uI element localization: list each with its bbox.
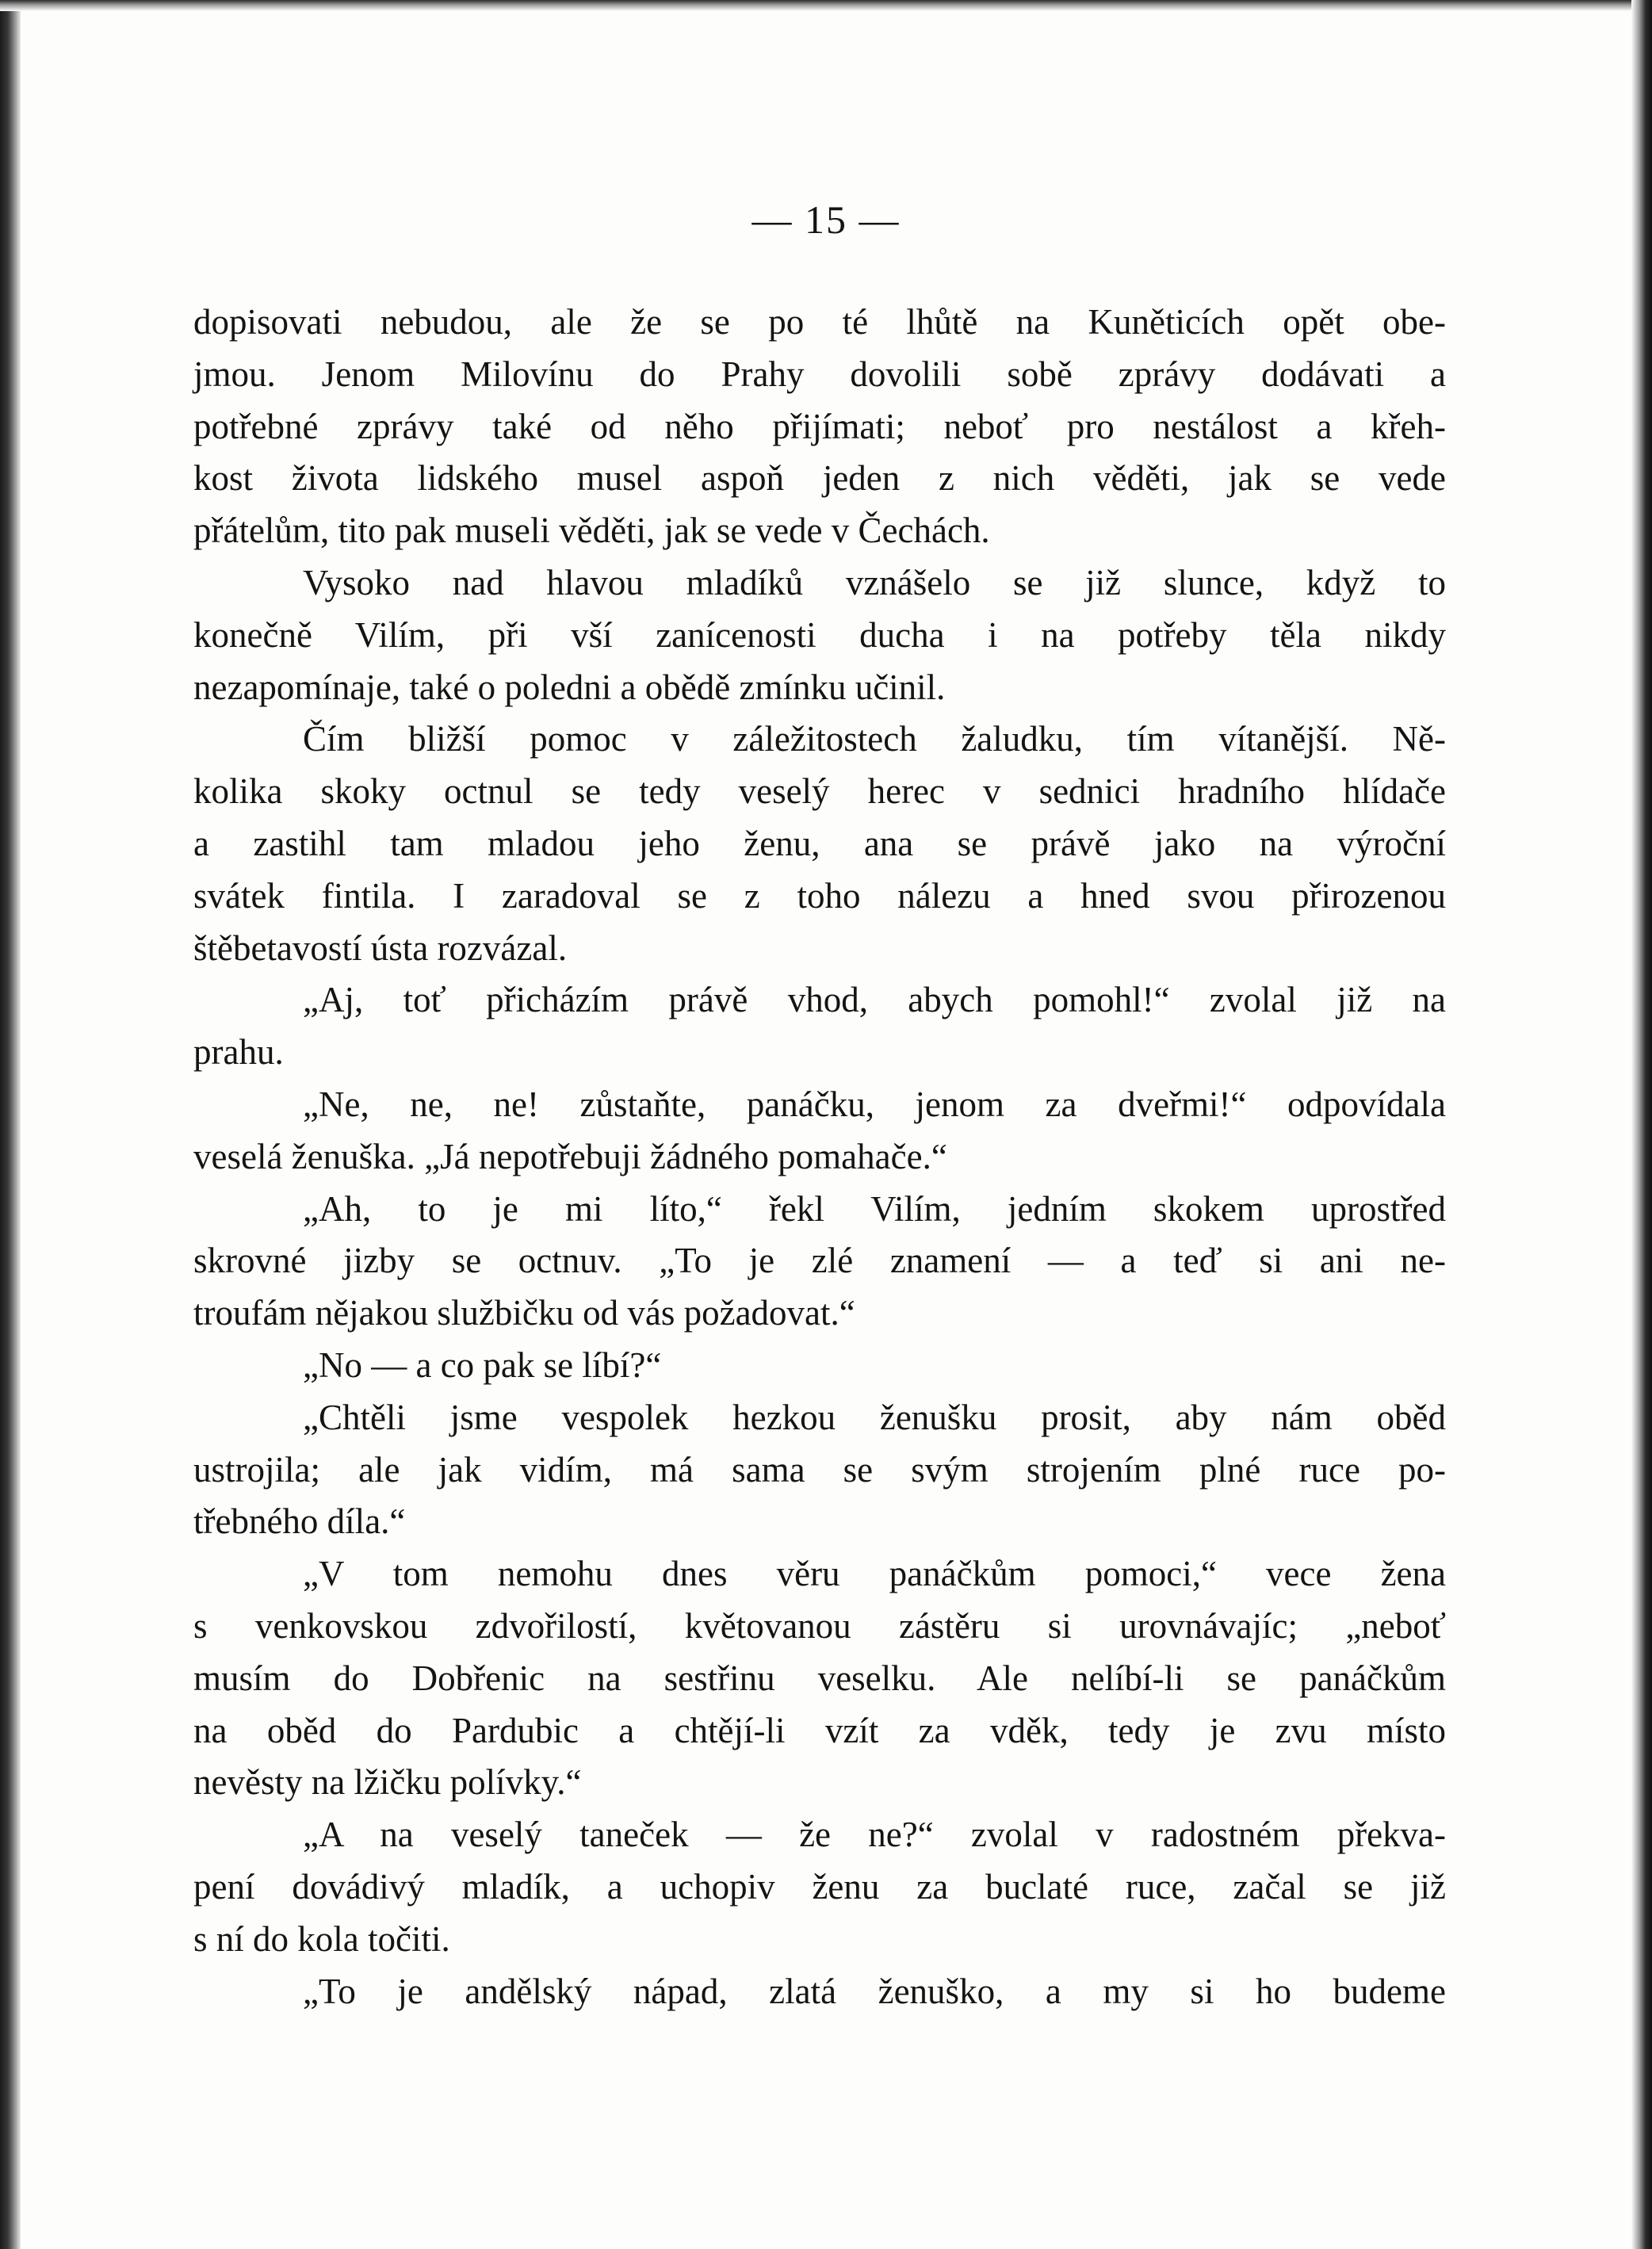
text-line: potřebné zprávy také od něho přijímati; neboť pro nestálost a křeh-: [193, 406, 1446, 446]
text-line: a zastihl tam mladou jeho ženu, ana se právě jako na výroční: [193, 823, 1446, 863]
text-line: veselá ženuška. „Já nepotřebuji žádného pomahače.“: [193, 1136, 947, 1176]
text-line: konečně Vilím, při vší zanícenosti ducha i na potřeby těla nikdy: [193, 614, 1446, 655]
text-line: štěbetavostí ústa rozvázal.: [193, 928, 568, 968]
text-line: svátek fintila. I zaradoval se z toho nálezu a hned svou přirozenou: [193, 875, 1446, 916]
text-line: „Aj, toť přicházím právě vhod, abych pomohl!“ zvolal již na: [303, 980, 1446, 1020]
page-number: — 15 —: [751, 197, 901, 242]
text-line: kolika skoky octnul se tedy veselý herec v sednici hradního hlídače: [193, 771, 1446, 812]
text-line: s ní do kola točiti.: [193, 1918, 450, 1959]
text-line: nevěsty na lžičku polívky.“: [193, 1762, 582, 1803]
page-binding-shadow: [0, 0, 21, 2249]
text-line: „Ne, ne, ne! zůstaňte, panáčku, jenom za dveřmi!“ odpovídala: [303, 1084, 1446, 1124]
text-line: dopisovati nebudou, ale že se po té lhůtě na Kuněticích opět obe-: [193, 302, 1446, 342]
text-line: „Ah, to je mi líto,“ řekl Vilím, jedním skokem uprostřed: [303, 1188, 1446, 1229]
text-line: „V tom nemohu dnes věru panáčkům pomoci,“ vece žena: [303, 1554, 1446, 1594]
text-line: Vysoko nad hlavou mladíků vznášelo se již slunce, když to: [303, 562, 1446, 602]
text-line: nezapomínaje, také o poledni a obědě zmínku učinil.: [193, 667, 946, 707]
text-line: pení dovádivý mladík, a uchopiv ženu za buclaté ruce, začal se již: [193, 1866, 1446, 1907]
text-line: „Chtěli jsme vespolek hezkou ženušku prosit, aby nám oběd: [303, 1397, 1446, 1437]
text-line: prahu.: [193, 1032, 284, 1073]
text-line: „No — a co pak se líbí?“: [303, 1344, 662, 1385]
text-line: „To je andělský nápad, zlatá ženuško, a my si ho budeme: [303, 1971, 1446, 2011]
text-line: musím do Dobřenic na sestřinu veselku. Ale nelíbí-li se panáčkům: [193, 1658, 1446, 1698]
text-line: třebného díla.“: [193, 1501, 406, 1542]
text-line: na oběd do Pardubic a chtějí-li vzít za vděk, tedy je zvu místo: [193, 1710, 1446, 1750]
page-top-edge: [0, 0, 1652, 11]
body-text: [193, 296, 1446, 2018]
text-line: ustrojila; ale jak vidím, má sama se svým strojením plné ruce po-: [193, 1449, 1446, 1490]
text-line: skrovné jizby se octnuv. „To je zlé znamení — a teď si ani ne-: [193, 1241, 1446, 1281]
text-line: Čím bližší pomoc v záležitostech žaludku, tím vítanější. Ně-: [303, 719, 1446, 759]
text-line: přátelům, tito pak museli věděti, jak se vede v Čechách.: [193, 511, 990, 551]
page-right-edge: [1631, 0, 1652, 2249]
text-line: kost života lidského musel aspoň jeden z nich věděti, jak se vede: [193, 458, 1446, 499]
text-line: jmou. Jenom Milovínu do Prahy dovolili sobě zprávy dodávati a: [193, 354, 1446, 394]
text-line: troufám nějakou službičku od vás požadovat.“: [193, 1293, 855, 1333]
text-line: s venkovskou zdvořilostí, květovanou zástěru si urovnávajíc; „neboť: [193, 1605, 1446, 1646]
text-line: „A na veselý taneček — že ne?“ zvolal v radostném překva-: [303, 1815, 1446, 1855]
